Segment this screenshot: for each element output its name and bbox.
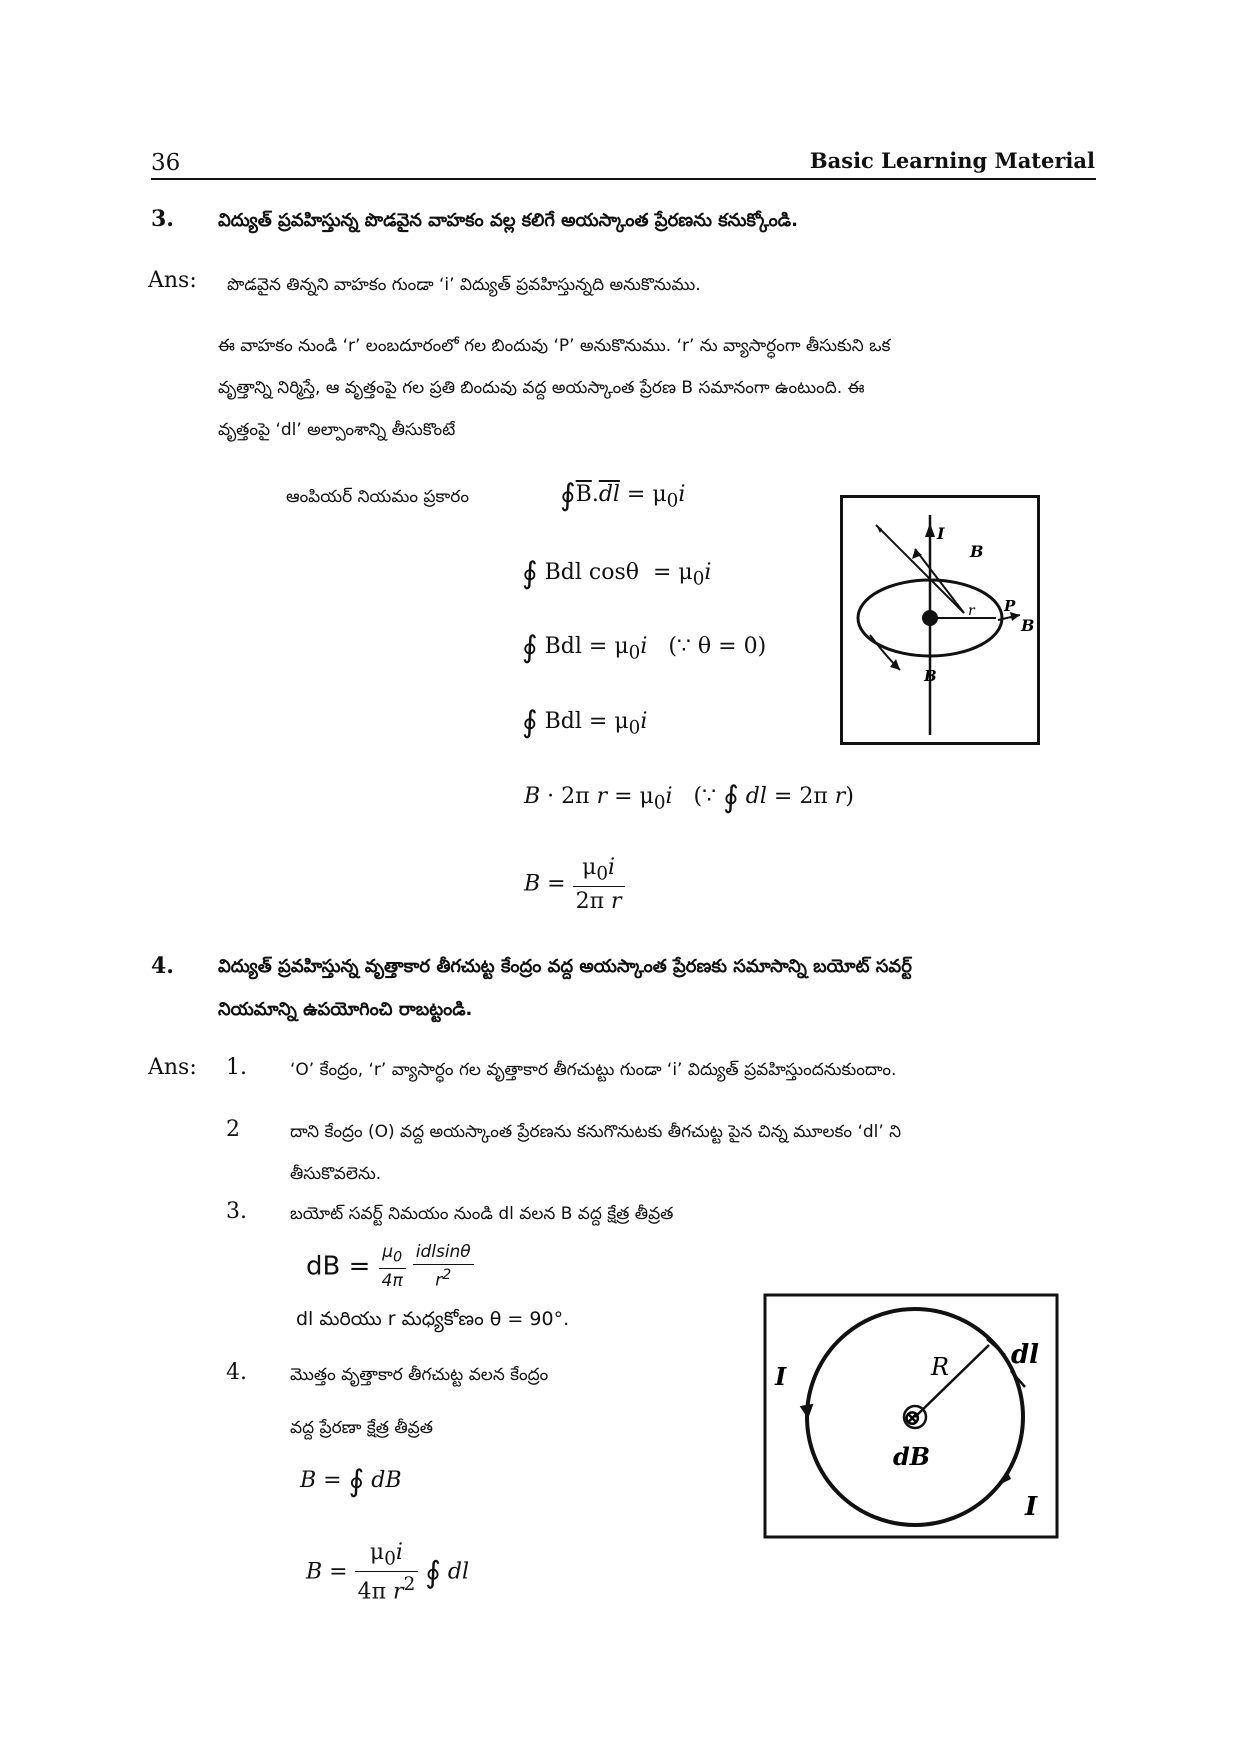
q4-item4-line2: వద్ద ప్రేరణా క్షేత్ర తీవ్రత [290,1418,433,1438]
ampere-label: ఆంపియర్ నియమం ప్రకారం [286,487,469,507]
tangent-b-top [876,525,964,613]
book-title: Basic Learning Material [809,148,1095,173]
eq-biot-savart: dB = $\frac{\mu_0}{4\pi}$ $\frac{\text{idlsinθ}}{r^2}$ [306,1242,474,1291]
eq-b-result: B = $\frac{\mu_0i}{\text{2π r}}$ [524,855,625,914]
eq-bdl-theta: ∮ Bdl = $\mu_0i$ (∵ θ = 0) [522,630,767,665]
q4-item4-num: 4. [226,1360,247,1385]
q3-number: 3. [151,206,174,232]
q4-item2-line1: దాని కేంద్రం (O) వద్ద అయస్కాంత ప్రేరణను కనుగొనుటకు తీగచుట్ట పైన చిన్న మూలకం ‘dl’ ని [290,1122,902,1142]
q4-number: 4. [151,953,174,979]
diag2-label-dl: dl [1011,1340,1040,1370]
eq-b2pir: B · 2π $r = \mu_0i$ (∵ ∮ dl = 2π r) [524,780,854,815]
q3-para-line1: ఈ వాహకం నుండి ‘r’ లంబదూరంలో గల బిందువు ‘P’ అనుకొనుము. ‘r’ ను వ్యాసార్ధంగా తీసుకుని ఒక [218,336,891,356]
diag2-label-i-left: I [775,1362,787,1391]
q4-item3-num: 3. [226,1199,247,1224]
current-arrow [925,523,935,537]
q4-item3-text: బయోట్ సవర్ట్ నిమయం నుండి dl వలన B వద్ద క్షేత్ర తీవ్రత [290,1204,674,1224]
q4-ans-label: Ans: [148,1055,197,1080]
diag1-label-p: P [1004,597,1016,615]
q4-item1-num: 1. [226,1055,247,1080]
q3-para-line3: వృత్తంపై ‘dl’ అల్పాంశాన్ని తీసుకొంటే [218,420,456,440]
diag2-label-r: R [931,1353,950,1381]
dl-mark-1 [987,1339,1005,1355]
radius-r-line [915,1345,989,1417]
q3-line1: పొడవైన తిన్నని వాహకం గుండా ‘i’ విద్యుత్ ప్రవహిస్తున్నది అనుకొనుము. [227,275,701,295]
q3-para-line2: వృత్తాన్ని నిర్మిస్తే, ఆ వృత్తంపై గల ప్రతి బిందువు వద్ద అయస్కాంత ప్రేరణ B సమానంగా ఉంటుంది. ఈ [218,378,865,398]
q4-question-line1: విద్యుత్ ప్రవహిస్తున్న వృత్తాకార తీగచుట్ట కేంద్రం వద్ద అయస్కాంత ప్రేరణకు సమాసాన్ని బయోట్ సవర్ట్ [218,956,912,977]
straight-conductor-diagram [840,495,1040,745]
eq-bdl: ∮ Bdl = $\mu_0i$ [522,705,648,740]
diag1-label-i: I [937,524,945,543]
eq-b-oint-db: B = ∮ dB [300,1464,402,1499]
circular-loop-diagram [763,1293,1059,1539]
theta-note: (∵ θ = 0) [668,634,767,659]
q4-item1-text: ‘O’ కేంద్రం, ‘r’ వ్యాసార్ధం గల వృత్తాకార తీగచుట్టు గుండా ‘i’ విద్యుత్ ప్రవహిస్తుందనుకుందాం. [290,1060,897,1080]
q4-item2-line2: తీసుకొవలెను. [290,1164,382,1184]
loop-arrow-left [800,1404,816,1420]
diag2-label-i-right: I [1025,1492,1038,1522]
eq-ampere: $∮\overline{B}.\overline{dl} = \mu_0i$ [560,478,686,513]
diag1-label-r: r [968,603,975,619]
q4-question-line2: నియమాన్ని ఉపయోగించి రాబట్టండి. [218,999,473,1020]
diag2-center-symbol: ⊗ [903,1405,922,1431]
diag1-label-b-right: B [1021,616,1035,635]
diag1-label-b-bottom: B [924,667,937,685]
q3-question: విద్యుత్ ప్రవహిస్తున్న పొడవైన వాహకం వల్ల కలిగే అయస్కాంత ప్రేరణను కనుక్కోండి. [218,210,798,231]
page-number: 36 [151,150,181,176]
q3-ans-label: Ans: [148,268,197,293]
eq-b-final: B = $\frac{\mu_0i}{4\pi r^2}$ ∮ dl [306,1540,470,1605]
q4-angle-text: dl మరియు r మధ్యకోణం θ = 90°. [296,1308,570,1330]
q4-item4-line1: మొత్తం వృత్తాకార తీగచుట్ట వలన కేంద్రం [290,1365,549,1385]
q4-item2-num: 2 [226,1117,240,1142]
diag2-label-db: dB [893,1442,931,1471]
diag1-label-b-top: B [970,542,984,561]
eq-cos: ∮ Bdl $\cos\theta = \mu_0i$ [522,556,712,591]
header-rule [151,178,1096,180]
